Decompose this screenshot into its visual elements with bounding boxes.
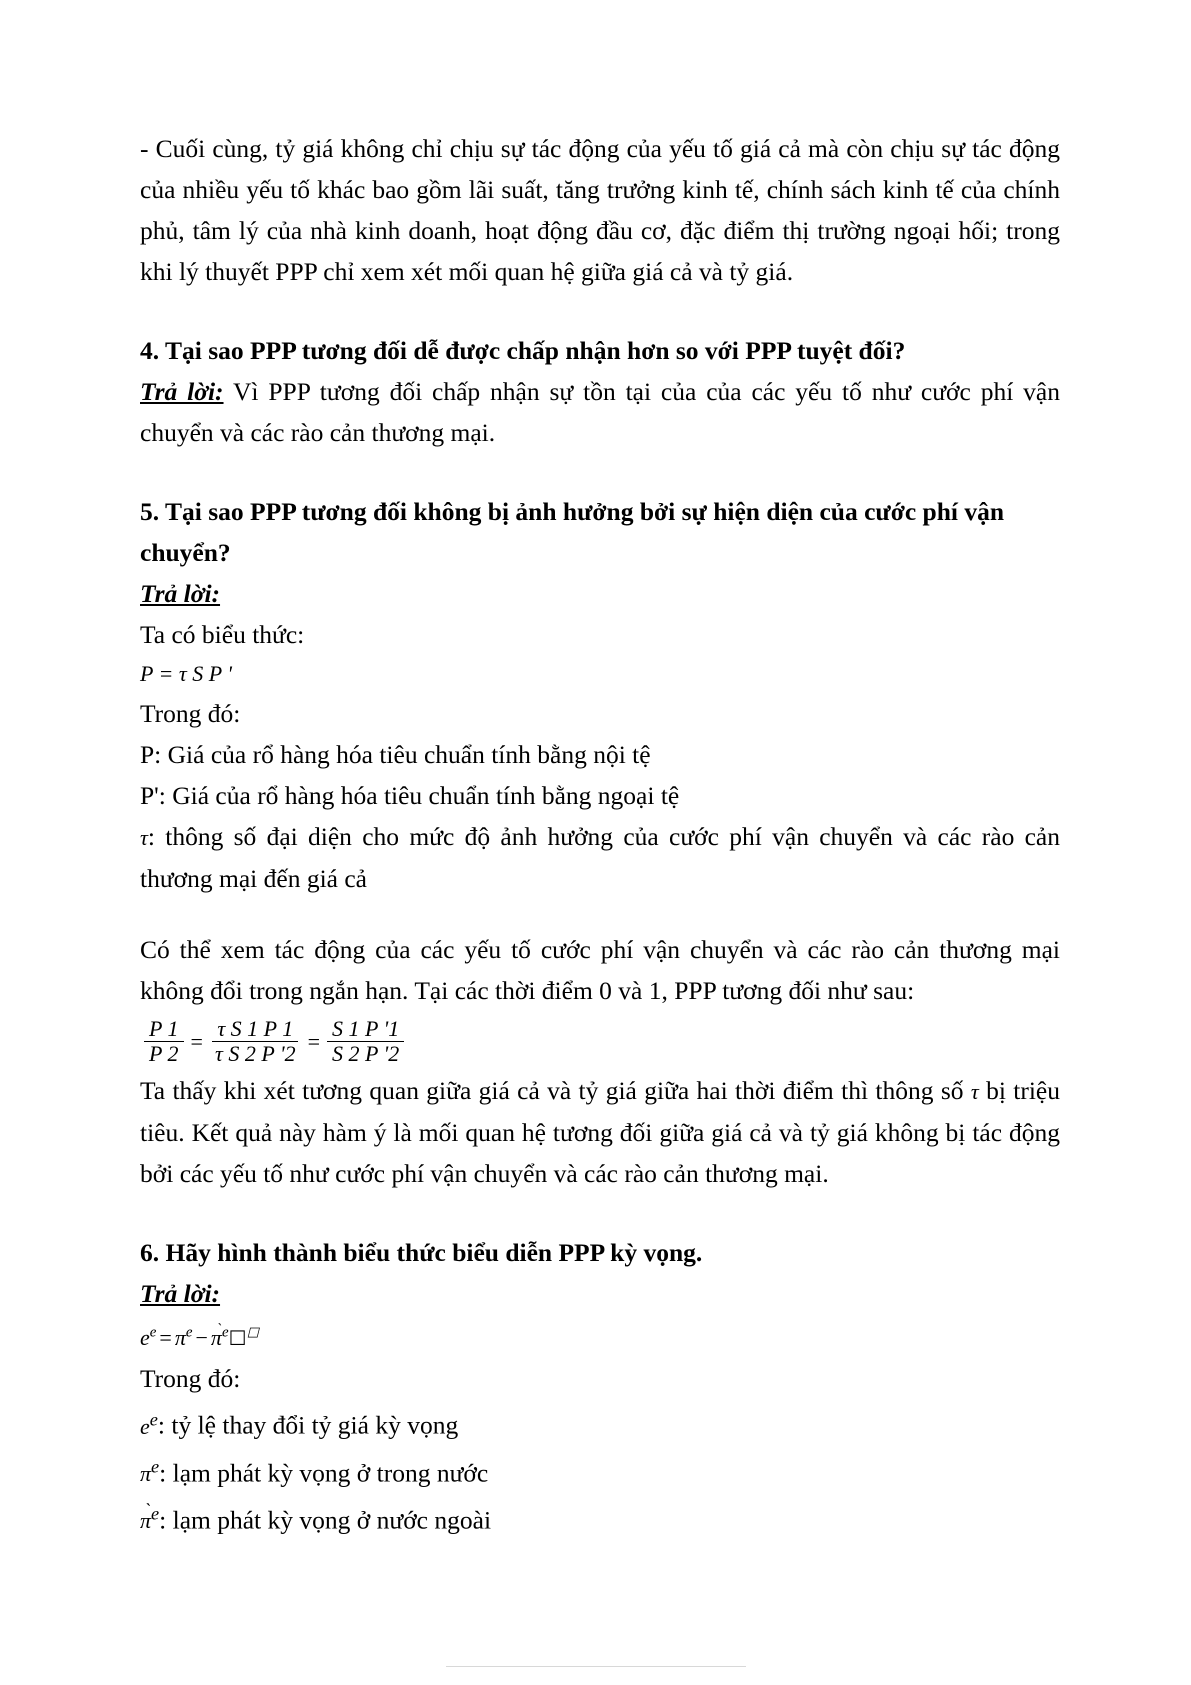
fraction-middle-numerator: τ S 1 P 1 xyxy=(212,1017,298,1042)
q5-intro: Ta có biểu thức: xyxy=(140,620,305,649)
question-4-answer xyxy=(140,371,1060,453)
q6-def-e-text: : tỷ lệ thay đổi tỷ giá kỳ vọng xyxy=(157,1410,459,1440)
footer-divider xyxy=(446,1666,746,1667)
fraction-right xyxy=(327,1017,404,1066)
spacer xyxy=(140,1194,1060,1232)
fraction-left-numerator: P 1 xyxy=(144,1017,184,1042)
formula-p-equals-tau-s-p xyxy=(140,657,1060,691)
fraction-left-denominator: P 2 xyxy=(149,1041,179,1066)
fraction-right-numerator: S 1 P '1 xyxy=(327,1017,404,1042)
q5-where-label: Trong đó: xyxy=(140,699,241,728)
document-content xyxy=(140,128,1060,1541)
formula-expected-ppp xyxy=(140,1316,1060,1356)
minus-sign: − xyxy=(195,1325,208,1351)
answer-label-6-row xyxy=(140,1273,1060,1314)
q6-where-label: Trong đó: xyxy=(140,1364,241,1394)
q6-def-pi-text: : lạm phát kỳ vọng ở trong nước xyxy=(159,1457,489,1487)
q5-conclusion xyxy=(140,1070,1060,1194)
variable-pi-foreign: $\pi^{̀e}$ xyxy=(140,1503,160,1534)
answer-label-4: Trả lời: xyxy=(140,377,224,406)
tau-symbol: τ xyxy=(140,825,148,850)
q5-def-p-prime: P': Giá của rổ hàng hóa tiêu chuẩn tính bằng ngoại tệ xyxy=(140,781,680,810)
variable-e: $e^e$ xyxy=(140,1409,158,1439)
fraction-left xyxy=(144,1017,184,1066)
fraction-right-denominator: S 2 P '2 xyxy=(332,1041,400,1066)
formula-text: P = τ S P ' xyxy=(140,661,233,686)
answer-label-5-row xyxy=(140,573,1060,614)
pi-foreign-expected: $\pi^{̀e}$ xyxy=(210,1325,229,1351)
question-4-answer-text: Vì PPP tương đối chấp nhận sự tồn tại của của các yếu tố như cước phí vận chuyển và các rào cản thương mại. xyxy=(140,377,1060,447)
equals-sign: = xyxy=(159,1325,172,1351)
placeholder-box-glyph: ☐☐ xyxy=(228,1325,259,1351)
variable-pi: $\pi^e$ xyxy=(140,1456,160,1486)
question-6-heading: 6. Hãy hình thành biểu thức biểu diễn PPP kỳ vọng. xyxy=(140,1238,703,1267)
equals-sign-1: = xyxy=(190,1028,203,1054)
answer-label-5: Trả lời: xyxy=(140,579,221,608)
q5-def-p: P: Giá của rổ hàng hóa tiêu chuẩn tính bằng nội tệ xyxy=(140,740,651,769)
fraction-equation xyxy=(140,1017,1060,1066)
question-5-heading: 5. Tại sao PPP tương đối không bị ảnh hưởng bởi sự hiện diện của cước phí vận chuyển? xyxy=(140,497,1005,567)
q5-def-tau-text: : thông số đại diện cho mức độ ảnh hưởng của cước phí vận chuyển và các rào cản thương mại đến giá cả xyxy=(140,822,1060,893)
q5-def-tau xyxy=(140,816,1060,899)
tau-symbol-conclusion: τ xyxy=(970,1079,979,1104)
fraction-middle xyxy=(210,1017,301,1066)
equals-sign-2: = xyxy=(307,1028,321,1054)
q5-body: Có thể xem tác động của các yếu tố cước phí vận chuyển và các rào cản thương mại không đổi trong ngắn hạn. Tại các thời điểm 0 và 1, PPP tương đối như sau: xyxy=(140,935,1060,1005)
answer-label-6: Trả lời: xyxy=(140,1279,221,1308)
q6-def-pi-foreign-text: : lạm phát kỳ vọng ở nước ngoài xyxy=(159,1505,492,1535)
q5-conclusion-part2: bị triệu tiêu. Kết quả này hàm ý là mối quan hệ tương đối giữa giá cả và tỷ giá không bị tác động bởi các yếu tố như cước phí vận chuyển và các rào cản thương mại. xyxy=(140,1076,1060,1188)
q6-def-pi-foreign xyxy=(140,1494,1060,1541)
fraction-middle-denominator: τ S 2 P '2 xyxy=(214,1041,296,1066)
q6-def-pi xyxy=(140,1447,1060,1494)
formula-e-superscript: $e^e$ xyxy=(140,1325,157,1351)
spacer xyxy=(140,453,1060,491)
q5-conclusion-part1: Ta thấy khi xét tương quan giữa giá cả và tỷ giá giữa hai thời điểm thì thông số xyxy=(140,1076,971,1105)
question-4-heading: 4. Tại sao PPP tương đối dễ được chấp nhận hơn so với PPP tuyệt đối? xyxy=(140,336,906,365)
pi-expected: $\pi^e$ xyxy=(174,1325,193,1351)
spacer xyxy=(140,899,1060,929)
spacer xyxy=(140,292,1060,330)
intro-paragraph: - Cuối cùng, tỷ giá không chỉ chịu sự tác động của yếu tố giá cả mà còn chịu sự tác động của nhiều yếu tố khác bao gồm lãi suất, tăng trưởng kinh tế, chính sách kinh tế của chính phủ, tâm lý của nhà kinh doanh, hoạt động đầu cơ, đặc điểm thị trường ngoại hối; trong khi lý thuyết PPP chỉ xem xét mối quan hệ giữa giá cả và tỷ giá. xyxy=(140,134,1060,286)
q6-def-e xyxy=(140,1399,1060,1446)
